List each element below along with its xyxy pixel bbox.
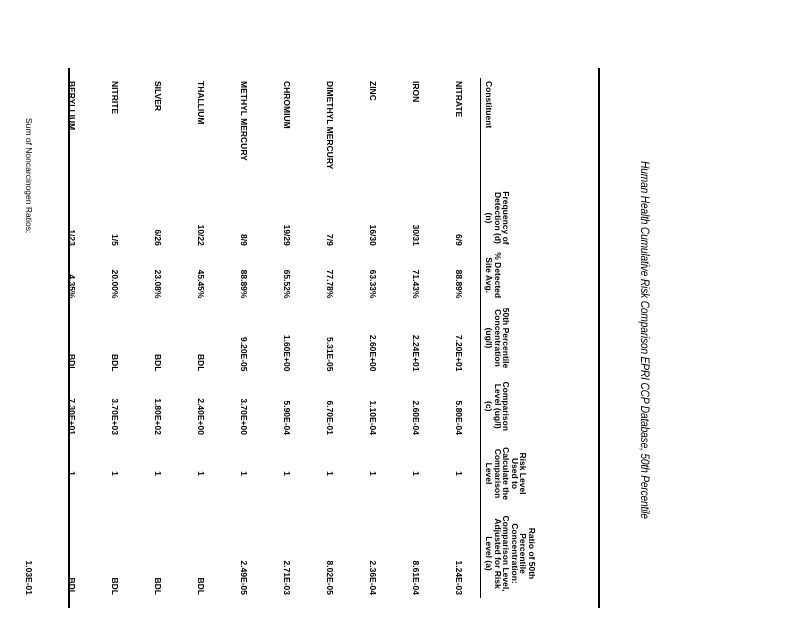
cell-risk: 1 (281, 471, 292, 476)
cell-frequency: 7/9 (324, 234, 335, 246)
cell-concentration: 2.24E+01 (410, 334, 421, 372)
cell-constituent: DIMETHYL MERCURY (324, 81, 335, 170)
rotated-page (23, 60, 660, 620)
cell-concentration: 9.20E-05 (238, 337, 249, 372)
cell-concentration: BDL (195, 354, 206, 372)
cell-constituent: SILVER (152, 81, 163, 112)
cell-constituent: NITRITE (109, 81, 120, 115)
cell-percent: 77.78% (324, 269, 335, 299)
table-row (50, 78, 93, 598)
cell-frequency: 30/31 (410, 224, 421, 246)
cell-constituent: CHROMIUM (281, 81, 292, 129)
table-row (308, 78, 351, 598)
cell-frequency: 16/30 (367, 224, 378, 246)
table-row (265, 78, 308, 598)
header-row (481, 78, 539, 598)
cell-risk: 1 (453, 471, 464, 476)
cell-ratio: 2.71E-03 (281, 560, 292, 595)
cell-ratio: BDL (66, 577, 77, 595)
cell-ratio: 2.36E-04 (367, 560, 378, 595)
cell-risk: 1 (324, 471, 335, 476)
cell-ratio: BDL (195, 577, 206, 595)
cell-percent: 20.00% (109, 269, 120, 299)
cell-concentration: BDL (109, 354, 120, 372)
cell-ratio: 1.24E-03 (453, 560, 464, 595)
cell-concentration: 2.60E+00 (367, 334, 378, 372)
cell-constituent: NITRATE (453, 81, 464, 118)
table-row (222, 78, 265, 598)
cell-frequency: 10/22 (195, 224, 206, 246)
cell-frequency: 19/29 (281, 224, 292, 246)
cell-percent: 65.52% (281, 269, 292, 299)
cell-ratio: 2.49E-05 (238, 560, 249, 595)
cell-percent: 45.45% (195, 269, 206, 299)
cell-comparison: 1.80E+02 (152, 398, 163, 435)
table-row (93, 78, 136, 598)
cell-frequency: 6/26 (152, 229, 163, 246)
table-row (179, 78, 222, 598)
cell-percent: 63.33% (367, 269, 378, 299)
cell-comparison: 3.70E+00 (238, 398, 249, 435)
table-row (136, 78, 179, 598)
cell-comparison: 6.70E-01 (324, 400, 335, 435)
cell-risk: 1 (109, 471, 120, 476)
cell-percent: 23.08% (152, 269, 163, 299)
cell-comparison: 2.40E+00 (195, 398, 206, 435)
sum-value: 1.03E-01 (23, 560, 34, 595)
table-row (437, 78, 481, 598)
table-row (394, 78, 437, 598)
cell-concentration: BDL (66, 354, 77, 372)
cell-risk: 1 (238, 471, 249, 476)
header-50th-percentile: 50th Percentile Concentration (ug/l) (481, 301, 539, 374)
sum-label: Sum of Noncarcinogen Ratios: (23, 118, 34, 234)
header-constituent: Constituent (481, 78, 539, 187)
cell-frequency: 6/9 (453, 234, 464, 246)
cell-risk: 1 (195, 471, 206, 476)
cell-percent: 88.89% (238, 269, 249, 299)
cell-comparison: 5.80E-04 (453, 400, 464, 435)
cell-ratio: BDL (109, 577, 120, 595)
header-ratio: Ratio of 50th Percentile Concentration: Comparison Level, Adjusted for Risk Level (a) (481, 509, 539, 598)
cell-constituent: IRON (410, 81, 421, 103)
cell-frequency: 8/9 (238, 234, 249, 246)
cell-comparison: 1.10E-04 (367, 400, 378, 435)
cell-comparison: 7.30E+01 (66, 398, 77, 435)
header-risk-level: Risk Level Used to Calculate the Comparison Level (481, 438, 539, 509)
header-frequency: Frequency of Detection (d) (n) (481, 187, 539, 249)
cell-percent: 88.89% (453, 269, 464, 299)
cell-concentration: 7.20E+01 (453, 334, 464, 372)
cell-constituent: BERYLLIUM (66, 81, 77, 131)
cell-risk: 1 (367, 471, 378, 476)
cell-comparison: 5.90E-04 (281, 400, 292, 435)
cell-risk: 1 (152, 471, 163, 476)
table-frame (23, 68, 600, 608)
cell-constituent: THALLIUM (195, 81, 206, 125)
cell-constituent: METHYL MERCURY (238, 81, 249, 161)
cell-constituent: ZINC (367, 81, 378, 101)
cell-percent: 71.43% (410, 269, 421, 299)
cell-frequency: 1/5 (109, 234, 120, 246)
cell-comparison: 2.60E-04 (410, 400, 421, 435)
header-comparison-level: Comparison Level (ug/l) (c) (481, 375, 539, 438)
page-title: Human Health Cumulative Risk Comparison EPRI CCP Database, 50th Percentile (638, 161, 652, 519)
cell-ratio: 8.61E-04 (410, 560, 421, 595)
cell-percent: 4.35% (66, 274, 77, 299)
cell-risk: 1 (66, 471, 77, 476)
cell-concentration: BDL (152, 354, 163, 372)
sum-row (7, 78, 50, 598)
cell-risk: 1 (410, 471, 421, 476)
cell-comparison: 3.70E+03 (109, 398, 120, 435)
table-row (351, 78, 394, 598)
cell-ratio: 8.02E-05 (324, 560, 335, 595)
risk-table (7, 78, 538, 598)
cell-ratio: BDL (152, 577, 163, 595)
cell-concentration: 1.60E+00 (281, 334, 292, 372)
header-percent-detected: % Detected Site Avg. (481, 249, 539, 302)
cell-concentration: 5.31E-05 (324, 337, 335, 372)
cell-frequency: 1/23 (66, 229, 77, 246)
